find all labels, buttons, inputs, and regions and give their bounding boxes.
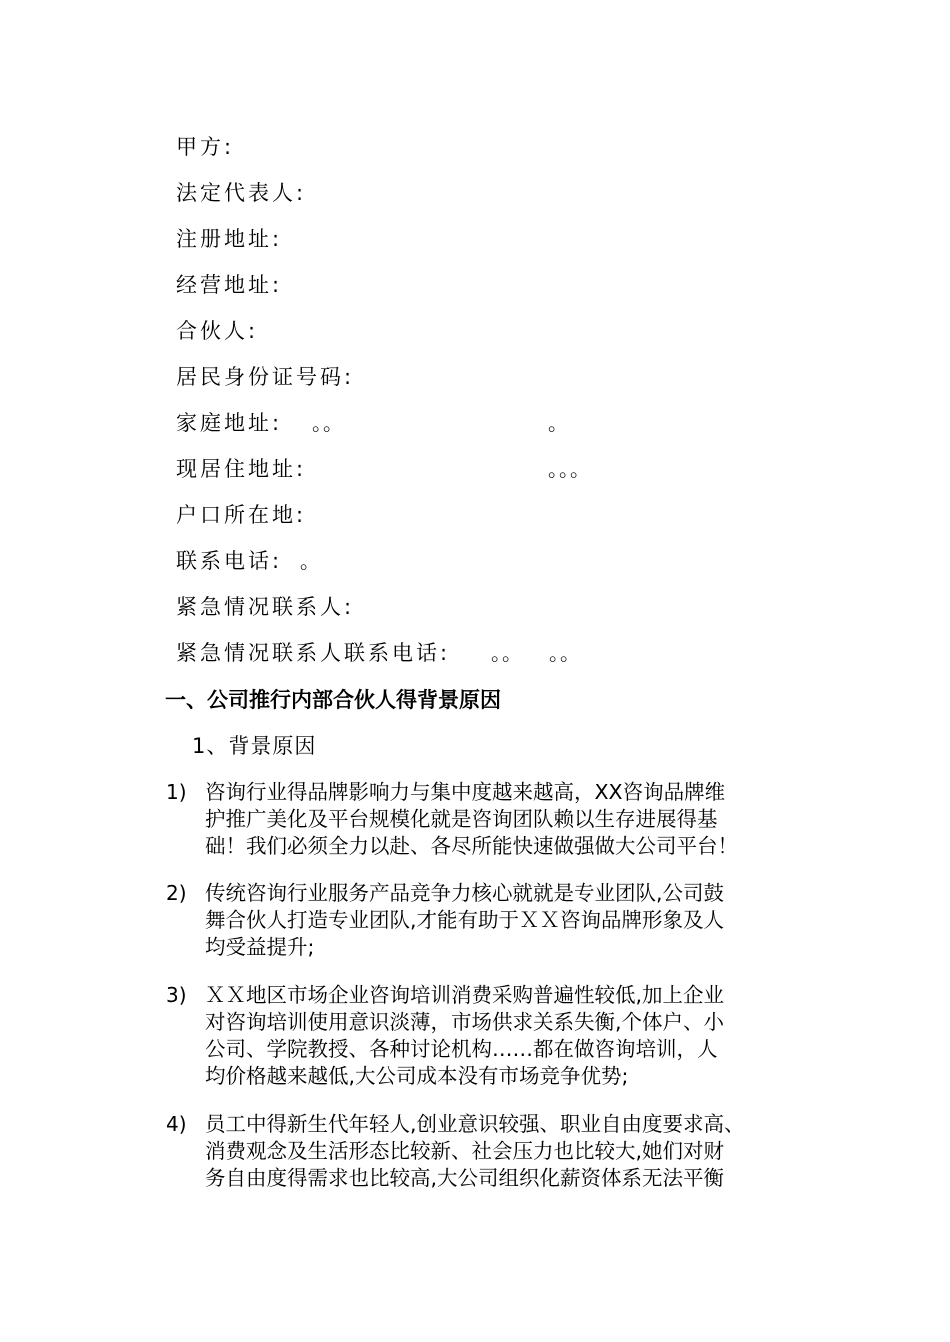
phone-label: 联系电话:	[176, 549, 283, 573]
party-a-label: 甲方:	[176, 135, 235, 159]
item-text	[205, 982, 780, 1090]
item-line: 消费观念及生活形态比较新、社会压力也比较大,她们对财	[205, 1139, 725, 1163]
item-text	[205, 880, 780, 961]
item-number: 3)	[166, 983, 187, 1007]
legal-representative-label: 法定代表人:	[176, 181, 307, 205]
item-line: 对咨询培训使用意识淡薄，市场供求关系失衡,个体户、小	[205, 1010, 725, 1034]
current-address-label: 现居住地址:	[176, 457, 307, 481]
registered-address-label: 注册地址:	[176, 227, 283, 251]
emergency-phone-value-a: 。。	[491, 641, 523, 665]
section-heading: 一、公司推行内部合伙人得背景原因	[165, 688, 501, 712]
item-line: 员工中得新生代年轻人,创业意识较强、职业自由度要求高、	[205, 1112, 745, 1136]
item-line: 均价格越来越低,大公司成本没有市场竞争优势;	[205, 1064, 629, 1088]
home-address-value-b: 。	[548, 411, 569, 435]
item-line: 础！我们必须全力以赴、各尽所能快速做强做大公司平台！	[205, 834, 738, 858]
item-number: 1)	[166, 780, 187, 804]
current-address-value: 。。。	[548, 457, 591, 481]
item-line: 均受益提升;	[205, 935, 315, 959]
home-address-value-a: 。。	[312, 411, 344, 435]
household-registration-label: 户口所在地:	[176, 503, 307, 527]
emergency-contact-label: 紧急情况联系人:	[176, 595, 355, 619]
item-number: 2)	[166, 881, 187, 905]
item-line: 护推广美化及平台规模化就是咨询团队赖以生存进展得基	[205, 807, 718, 831]
item-line: 传统咨询行业服务产品竞争力核心就就是专业团队,公司鼓	[205, 881, 725, 905]
item-line: ＸＸ地区市场企业咨询培训消费采购普遍性较低,加上企业	[205, 983, 725, 1007]
emergency-phone-value-b: 。。	[549, 641, 581, 665]
business-address-label: 经营地址:	[176, 273, 283, 297]
id-number-label: 居民身份证号码:	[176, 365, 355, 389]
sub-heading: 1、背景原因	[192, 734, 317, 758]
emergency-phone-label: 紧急情况联系人联系电话:	[176, 641, 451, 665]
item-line: 舞合伙人打造专业团队,才能有助于ＸＸ咨询品牌形象及人	[205, 908, 725, 932]
home-address-label: 家庭地址:	[176, 411, 283, 435]
phone-value: 。	[300, 549, 321, 573]
item-line: 公司、学院教授、各种讨论机构……都在做咨询培训，人	[205, 1037, 718, 1061]
item-line: 务自由度得需求也比较高,大公司组织化薪资体系无法平衡	[205, 1166, 725, 1190]
item-text	[205, 779, 780, 860]
item-line: 咨询行业得品牌影响力与集中度越来越高，XX咨询品牌维	[205, 780, 726, 804]
item-text	[205, 1111, 780, 1192]
partner-label: 合伙人:	[176, 319, 259, 343]
item-number: 4)	[166, 1112, 187, 1136]
